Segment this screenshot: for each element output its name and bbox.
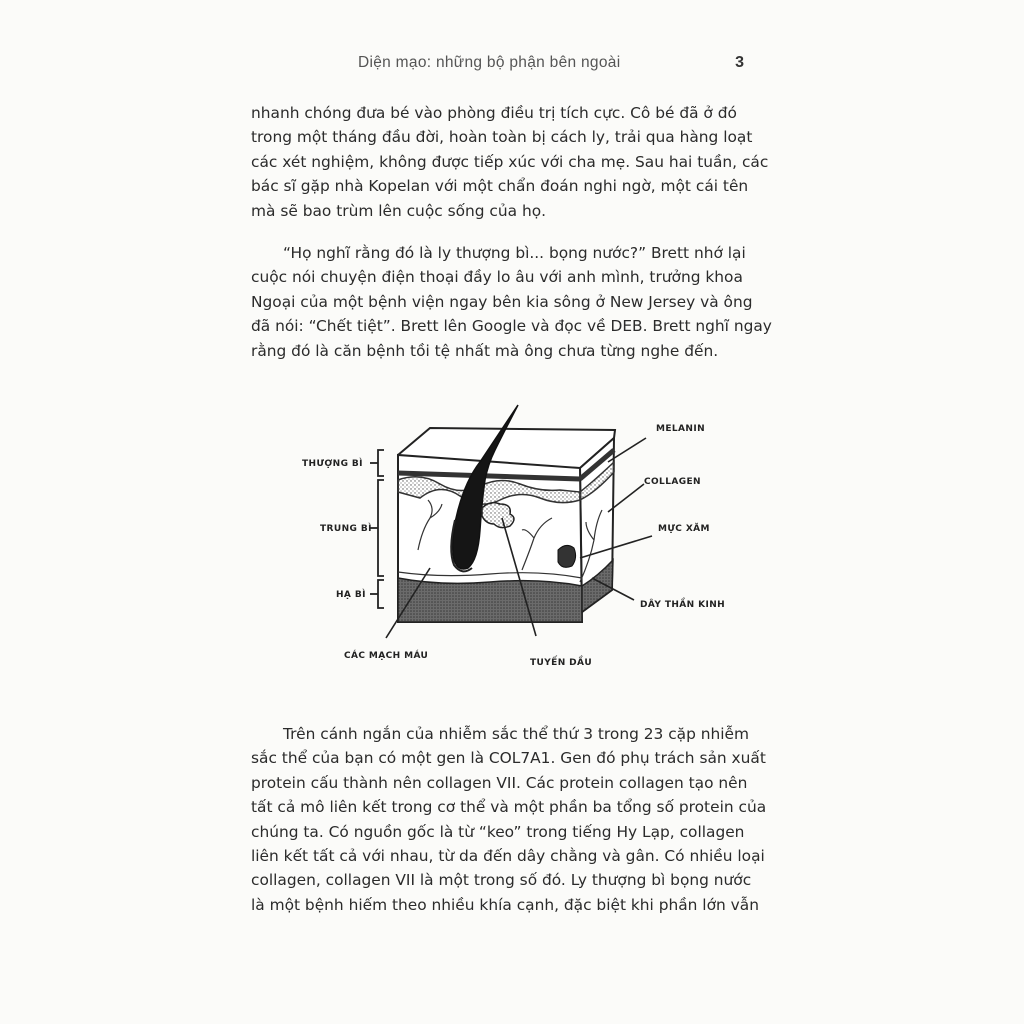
- label-hypodermis: HẠ BÌ: [336, 590, 366, 600]
- text-line: “Họ nghĩ rằng đó là ly thượng bì... bọng nước?” Brett nhớ lại: [283, 244, 746, 262]
- text-line: cuộc nói chuyện điện thoại đầy lo âu với anh mình, trưởng khoa: [251, 268, 743, 287]
- paragraph-2: [251, 241, 772, 363]
- running-title: Diện mạo: những bộ phận bên ngoài: [358, 54, 621, 71]
- text-line: bác sĩ gặp nhà Kopelan với một chẩn đoán nghi ngờ, một cái tên: [251, 177, 749, 196]
- text-line: trong một tháng đầu đời, hoàn toàn bị cách ly, trải qua hàng loạt: [251, 128, 753, 147]
- text-line: nhanh chóng đưa bé vào phòng điều trị tích cực. Cô bé đã ở đó: [251, 104, 737, 122]
- layer-brackets: [370, 450, 384, 608]
- text-line: là một bệnh hiếm theo nhiều khía cạnh, đặc biệt khi phần lớn vẫn: [251, 895, 759, 914]
- text-line: liên kết tất cả với nhau, từ da đến dây chằng và gân. Có nhiều loại: [251, 847, 765, 866]
- label-blood-vessels: CÁC MẠCH MÁU: [344, 651, 429, 661]
- text-line: collagen, collagen VII là một trong số đó. Ly thượng bì bọng nước: [251, 871, 752, 890]
- text-line: các xét nghiệm, không được tiếp xúc với cha mẹ. Sau hai tuần, các: [251, 152, 769, 171]
- label-dermis: TRUNG BÌ: [320, 524, 372, 534]
- paragraph-1: [251, 101, 769, 223]
- text-line: sắc thể của bạn có một gen là COL7A1. Gen đó phụ trách sản xuất: [251, 749, 766, 768]
- text-line: chúng ta. Có nguồn gốc là từ “keo” trong tiếng Hy Lạp, collagen: [251, 822, 745, 841]
- text-line: tất cả mô liên kết trong cơ thể và một phần ba tổng số protein của: [251, 798, 767, 817]
- text-line: Ngoại của một bệnh viện ngay bên kia sông ở New Jersey và ông: [251, 292, 753, 311]
- text-line: mà sẽ bao trùm lên cuộc sống của họ.: [251, 201, 547, 220]
- label-epidermis: THƯỢNG BÌ: [302, 459, 363, 469]
- label-sebaceous-gland: TUYẾN DẦU: [530, 658, 593, 668]
- label-melanin: MELANIN: [656, 424, 706, 434]
- text-line: Trên cánh ngắn của nhiễm sắc thể thứ 3 trong 23 cặp nhiễm: [283, 725, 750, 743]
- label-tattoo-ink: MỰC XĂM: [658, 524, 710, 534]
- page-number: 3: [735, 54, 744, 71]
- running-head: [250, 54, 750, 78]
- text-line: protein cấu thành nên collagen VII. Các protein collagen tạo nên: [251, 773, 748, 792]
- label-collagen: COLLAGEN: [644, 477, 701, 487]
- skin-diagram: [290, 400, 730, 690]
- text-line: đã nói: “Chết tiệt”. Brett lên Google và đọc về DEB. Brett nghĩ ngay: [251, 317, 772, 336]
- skin-diagram-drawing: [290, 400, 730, 690]
- tattoo-ink: [558, 545, 576, 567]
- label-nerve: DÂY THẦN KINH: [640, 600, 726, 610]
- paragraph-3: [251, 722, 767, 917]
- hypodermis-layer: [398, 578, 582, 622]
- text-line: rằng đó là căn bệnh tồi tệ nhất mà ông chưa từng nghe đến.: [251, 341, 719, 360]
